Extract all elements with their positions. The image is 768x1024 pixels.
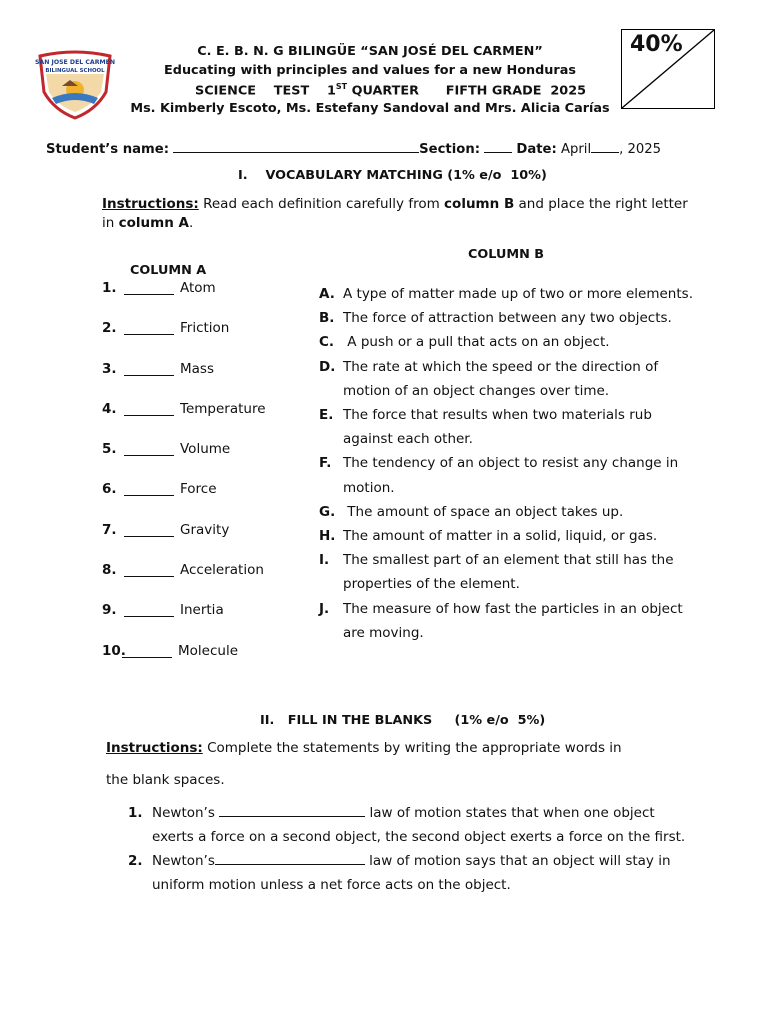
date-label: Date: (516, 142, 557, 157)
fill-blank-item: 1. Newton’s law of motion states that when one object exerts a force on a second object, the second object exerts a force on the first. (128, 801, 688, 849)
answer-blank[interactable] (124, 602, 174, 617)
section-label: Section: (419, 142, 480, 157)
column-b-item: A. A type of matter made up of two or more elements. (319, 286, 693, 302)
column-a-item: 4. Temperature (102, 400, 266, 417)
student-name-label: Student’s name: (46, 142, 169, 157)
column-b-item: I. The smallest part of an element that still has the properties of the element. (319, 552, 674, 593)
part2-instructions-cont: the blank spaces. (106, 772, 225, 788)
instructions-label: Instructions: (102, 196, 199, 212)
fill-blank-field[interactable] (219, 802, 365, 817)
answer-blank[interactable] (124, 280, 174, 295)
teachers-line: Ms. Kimberly Escoto, Ms. Estefany Sandoval and Mrs. Alicia Carías (130, 101, 610, 116)
column-b-item: B. The force of attraction between any two objects. (319, 310, 672, 327)
score-box (621, 29, 715, 109)
column-a-list (102, 280, 266, 683)
svg-text:BILINGUAL SCHOOL: BILINGUAL SCHOOL (45, 68, 105, 74)
answer-blank[interactable] (124, 320, 174, 335)
part1-title: I. VOCABULARY MATCHING (1% e/o 10%) (238, 168, 547, 183)
answer-blank[interactable] (122, 643, 172, 658)
school-name: C. E. B. N. G BILINGÜE “SAN JOSÉ DEL CARMEN” (197, 44, 543, 59)
column-a-item: 5. Volume (102, 441, 231, 458)
column-b-list (319, 282, 699, 645)
column-b-item: E. The force that results when two materials rub against each other. (319, 407, 652, 448)
column-b-item: C. A push or a pull that acts on an object. (319, 334, 610, 351)
student-info-line (46, 138, 661, 157)
test-info: SCIENCE TEST 1ST QUARTER FIFTH GRADE 2025 (195, 82, 587, 99)
column-b-item: F. The tendency of an object to resist any change in motion. (319, 455, 679, 496)
answer-blank[interactable] (124, 361, 174, 376)
column-b-item: H. The amount of matter in a solid, liquid, or gas. (319, 528, 658, 545)
column-a-item: 8. Acceleration (102, 562, 264, 579)
column-b-item: D. The rate at which the speed or the direction of motion of an object changes over time. (319, 358, 659, 399)
school-motto: Educating with principles and values for a new Honduras (164, 63, 576, 78)
column-b-title: COLUMN B (468, 247, 545, 262)
column-a-item: 7. Gravity (102, 521, 230, 538)
answer-blank[interactable] (124, 522, 174, 537)
column-a-item: 6. Force (102, 481, 217, 498)
fill-blanks-list (128, 801, 688, 897)
date-year: , 2025 (619, 142, 662, 157)
score-percentage: 40% (630, 32, 683, 57)
school-logo (34, 50, 116, 120)
instructions-label: Instructions: (106, 740, 203, 756)
part2-instructions: Instructions: Complete the statements by writing the appropriate words in (106, 740, 622, 756)
column-a-item: 9. Inertia (102, 602, 224, 619)
column-a-title: COLUMN A (130, 263, 207, 278)
answer-blank[interactable] (124, 401, 174, 416)
svg-text:SAN JOSE DEL CARMEN: SAN JOSE DEL CARMEN (34, 59, 116, 66)
answer-blank[interactable] (124, 481, 174, 496)
section-field[interactable] (484, 138, 512, 153)
column-a-item: 3. Mass (102, 360, 214, 377)
fill-blank-field[interactable] (215, 850, 365, 865)
fill-blank-item: 2. Newton’s law of motion says that an object will stay in uniform motion unless a net force acts on the object. (128, 849, 688, 897)
column-a-item: 1. Atom (102, 280, 216, 296)
part1-instructions: Instructions: Read each definition carefully from column B and place the right letter in column A. (102, 196, 688, 231)
part2-title: II. FILL IN THE BLANKS (1% e/o 5%) (260, 713, 546, 728)
answer-blank[interactable] (124, 441, 174, 456)
date-month: April (560, 142, 592, 157)
date-day-field[interactable] (591, 138, 619, 153)
column-a-item: 2. Friction (102, 320, 230, 337)
column-a-item: 10. Molecule (102, 642, 238, 659)
answer-blank[interactable] (124, 562, 174, 577)
column-b-item: G. The amount of space an object takes up. (319, 503, 624, 520)
student-name-field[interactable] (173, 138, 419, 153)
column-b-item: J. The measure of how fast the particles in an object are moving. (319, 600, 683, 641)
